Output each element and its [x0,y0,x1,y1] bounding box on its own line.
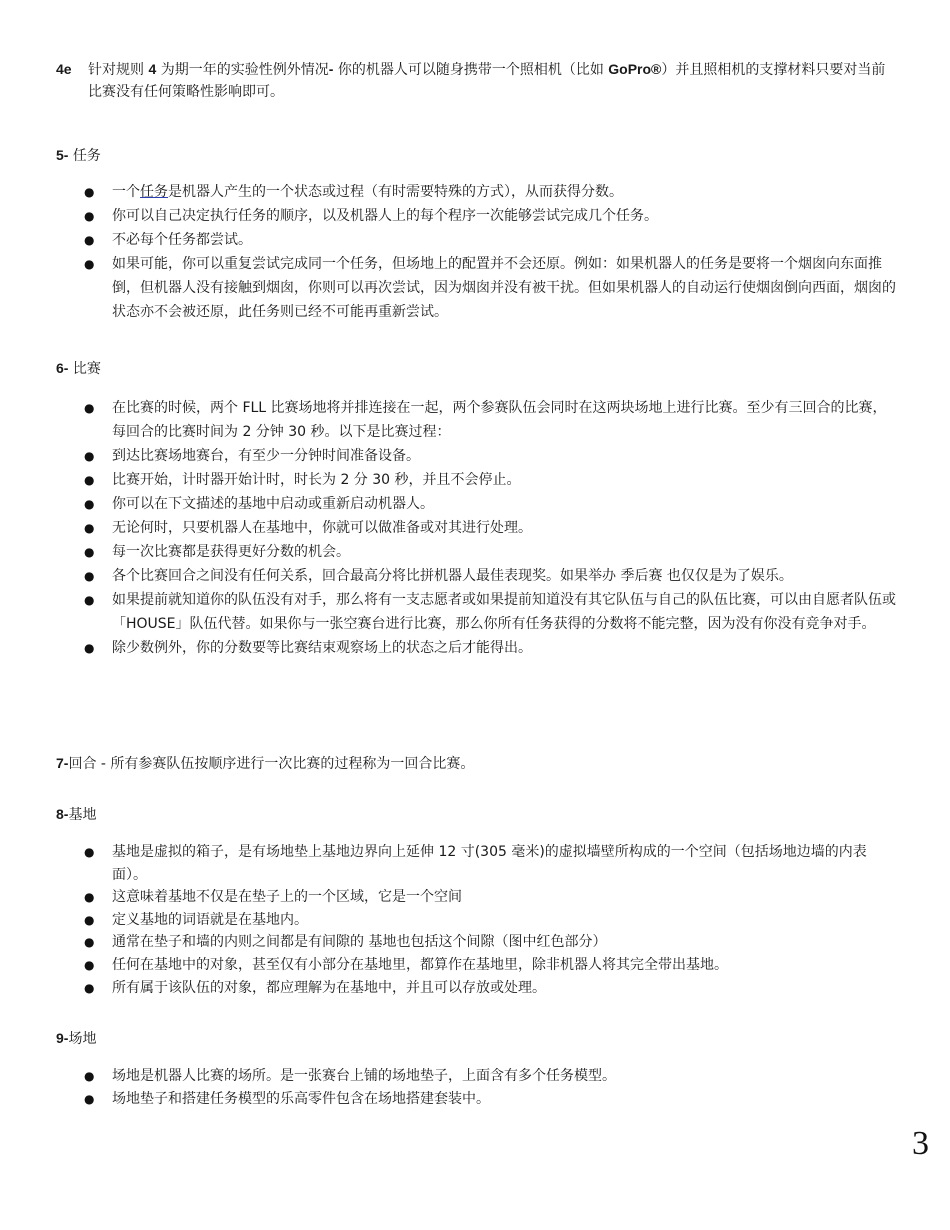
list-item [84,180,896,204]
section-number: 6- [56,360,69,376]
section-title: 场地 [68,1031,97,1047]
list-item: ● 比赛开始，计时器开始计时，时长为 2 分 30 秒，并且不会停止。 [84,468,896,492]
section-title: 比赛 [68,361,101,377]
list-item: ● 在比赛的时候，两个 FLL 比赛场地将并排连接在一起，两个参赛队伍会同时在这两块场地上进行比赛。至少有三回合的比赛，每回合的比赛时间为 2 分钟 30 秒。以下是比赛过程： [84,396,896,444]
list-text: 是机器人产生的一个状态或过程（有时需要特殊的方式），从而获得分数。 [168,184,623,200]
section-6-heading [56,357,101,380]
list-item: ● 这意味着基地不仅是在垫子上的一个区域，它是一个空间 [84,886,896,909]
list-item: ● 如果提前就知道你的队伍没有对手，那么将有一支志愿者或如果提前知道没有其它队伍与自己的队伍比赛，可以由自愿者队伍或「HOUSE」队伍代替。如果你与一张空赛台进行比赛，那么你所有任务获得的分数将不能完整，因为没有你没有竞争对手。 [84,588,896,636]
page-number: 3 [912,1125,929,1162]
rule-4e [56,58,896,103]
list-item: ● 通常在垫子和墙的内则之间都是有间隙的 基地也包括这个间隙（图中红色部分） [84,931,896,954]
list-item: ● 你可以自己决定执行任务的顺序，以及机器人上的每个程序一次能够尝试完成几个任务。 [84,204,896,228]
section-5-list [84,180,896,324]
section-number: 9- [56,1030,69,1046]
section-number: 8- [56,806,69,822]
list-item: ● 无论何时，只要机器人在基地中，你就可以做准备或对其进行处理。 [84,516,896,540]
section-8-list [84,841,896,999]
section-title: 任务 [68,148,101,164]
list-item: ● 如果可能，你可以重复尝试完成同一个任务，但场地上的配置并不会还原。例如：如果机器人的任务是要将一个烟囱向东面推倒，但机器人没有接触到烟囱，你则可以再次尝试，因为烟囱并没有被干扰。但如果机器人的自动运行使烟囱倒向西面，烟囱的状态亦不会被还原，此任务则已经不可能再重新尝试。 [84,252,896,324]
rule-text-part: ）并且照相机的支撑材料只要对当前比赛没有任何策略性影响即可。 [88,62,886,100]
list-item: ● 每一次比赛都是获得更好分数的机会。 [84,540,896,564]
rule-ref-number: 4 [148,61,157,77]
list-item: ● 所有属于该队伍的对象，都应理解为在基地中，并且可以存放或处理。 [84,977,896,1000]
list-item: ● 任何在基地中的对象，甚至仅有小部分在基地里，都算作在基地里，除非机器人将其完全带出基地。 [84,954,896,977]
brand-name: GoPro® [608,61,662,77]
section-title: 基地 [68,807,97,823]
section-6-list [84,396,896,660]
section-number: 5- [56,147,69,163]
rule-number: 4e [56,61,72,77]
rule-text-part: 针对规则 [88,62,149,78]
list-item: ● 场地是机器人比赛的场所。是一张赛台上铺的场地垫子，上面含有多个任务模型。 [84,1065,896,1088]
rule-4e-text [88,58,896,103]
list-item: ● 基地是虚拟的箱子，是有场地垫上基地边界向上延伸 12 寸(305 毫米)的虚拟墙壁所构成的一个空间（包括场地边墙的内表面）。 [84,841,896,886]
section-5-heading [56,144,101,167]
rule-text-part: 为期一年的实验性例外情况 [156,62,329,78]
section-7-heading [56,752,474,775]
rule-dash: - [328,61,334,77]
list-item: ● 除少数例外，你的分数要等比赛结束观察场上的状态之后才能得出。 [84,636,896,660]
section-9-heading [56,1027,96,1050]
list-text: 一个 [112,184,140,200]
rule-text-part: 你的机器人可以随身携带一个照相机（比如 [333,62,609,78]
list-item: ● 到达比赛场地赛台，有至少一分钟时间准备设备。 [84,444,896,468]
section-8-heading [56,803,96,826]
list-item: ● 场地垫子和搭建任务模型的乐高零件包含在场地搭建套装中。 [84,1088,896,1111]
list-item: ● 你可以在下文描述的基地中启动或重新启动机器人。 [84,492,896,516]
section-9-list [84,1065,896,1110]
list-item: ● 定义基地的词语就是在基地内。 [84,909,896,932]
term-task: 任务 [140,184,168,200]
section-number: 7- [56,755,69,771]
list-item: ● 各个比赛回合之间没有任何关系，回合最高分将比拼机器人最佳表现奖。如果举办 季后赛 也仅仅是为了娱乐。 [84,564,896,588]
list-item: ● 不必每个任务都尝试。 [84,228,896,252]
section-text: 回合 - 所有参赛队伍按顺序进行一次比赛的过程称为一回合比赛。 [68,756,475,772]
